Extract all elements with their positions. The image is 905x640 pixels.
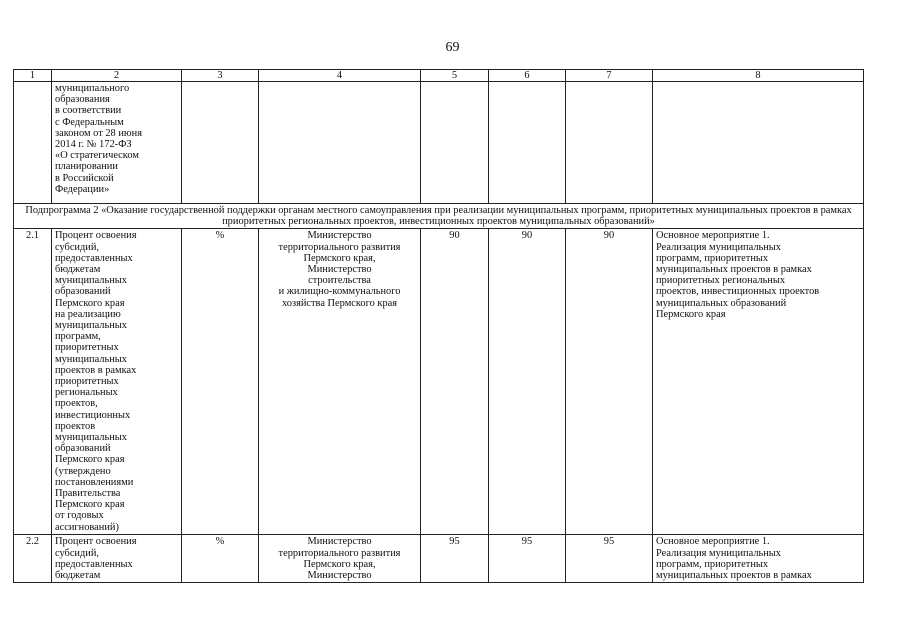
column-header: 3 xyxy=(182,70,259,82)
indicators-table xyxy=(13,69,864,583)
measure-cell xyxy=(653,82,864,204)
unit-cell xyxy=(182,82,259,204)
value-cell: 95 xyxy=(566,535,653,583)
subprogram-row xyxy=(14,204,864,229)
responsible-cell xyxy=(259,82,421,204)
measure-cell: Основное мероприятие 1. Реализация муниципальных программ, приоритетных муниципальных проектов в рамках xyxy=(653,535,864,583)
column-header: 7 xyxy=(566,70,653,82)
value-cell xyxy=(489,82,566,204)
row-number-cell: 2.2 xyxy=(14,535,52,583)
table-row xyxy=(14,535,864,583)
row-number-cell xyxy=(14,82,52,204)
subprogram-title: Подпрограмма 2 «Оказание государственной поддержки органам местного самоуправления при реализации муниципальных программ, приоритетных муниципальных проектов в рамках приоритетных региональных проектов, инвестиционных проектов муниципальных образований» xyxy=(14,204,864,229)
row-number-cell: 2.1 xyxy=(14,229,52,535)
responsible-cell: Министерство территориального развития Пермского края, Министерство xyxy=(259,535,421,583)
value-cell xyxy=(421,82,489,204)
column-header: 1 xyxy=(14,70,52,82)
value-cell: 90 xyxy=(566,229,653,535)
unit-cell: % xyxy=(182,535,259,583)
column-header: 8 xyxy=(653,70,864,82)
value-cell: 95 xyxy=(421,535,489,583)
column-header: 6 xyxy=(489,70,566,82)
column-header: 2 xyxy=(52,70,182,82)
column-header: 4 xyxy=(259,70,421,82)
column-header: 5 xyxy=(421,70,489,82)
column-number-header-row xyxy=(14,70,864,82)
indicator-cell: муниципального образования в соответствии с Федеральным законом от 28 июня 2014 г. № 172-ФЗ «О стратегическом планировании в Российской Федерации» xyxy=(52,82,182,204)
indicator-cell: Процент освоения субсидий, предоставленных бюджетам xyxy=(52,535,182,583)
value-cell xyxy=(566,82,653,204)
value-cell: 95 xyxy=(489,535,566,583)
table-row xyxy=(14,229,864,535)
responsible-cell: Министерство территориального развития Пермского края, Министерство строительства и жилищно-коммунального хозяйства Пермского края xyxy=(259,229,421,535)
value-cell: 90 xyxy=(489,229,566,535)
measure-cell: Основное мероприятие 1. Реализация муниципальных программ, приоритетных муниципальных проектов в рамках приоритетных региональных проектов, инвестиционных проектов муниципальных образований Пермского края xyxy=(653,229,864,535)
page-number: 69 xyxy=(445,40,460,55)
unit-cell: % xyxy=(182,229,259,535)
value-cell: 90 xyxy=(421,229,489,535)
continuation-row xyxy=(14,82,864,204)
indicator-cell: Процент освоения субсидий, предоставленных бюджетам муниципальных образований Пермского края на реализацию муниципальных программ, приоритетных муниципальных проектов в рамках приоритетных региональных проектов, инвестиционных проектов муниципальных образований Пермского края (утверждено постановлениями Правительства Пермского края от годовых ассигнований) xyxy=(52,229,182,535)
